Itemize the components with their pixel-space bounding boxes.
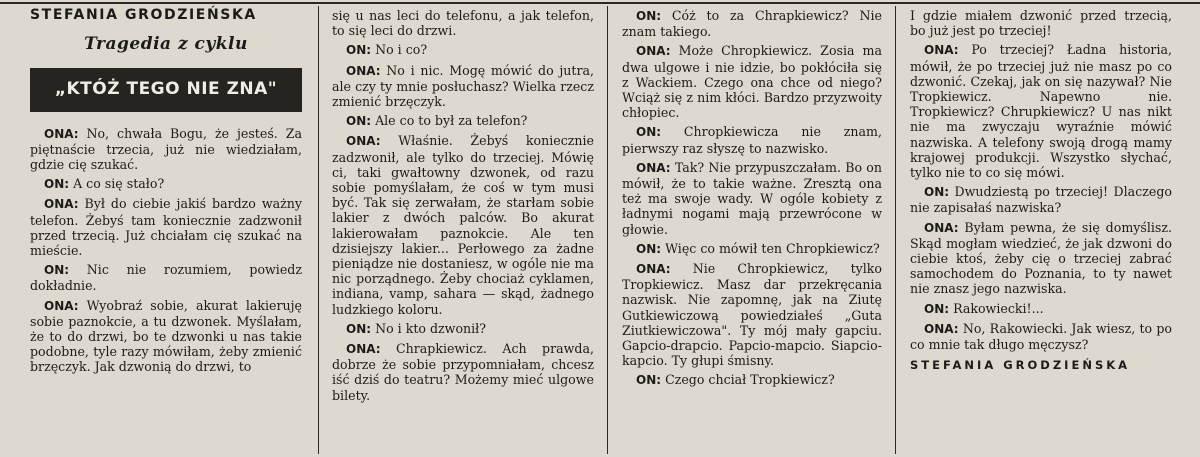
speaker-label: ONA:	[636, 262, 671, 277]
dialogue-line	[910, 42, 1172, 180]
speaker-label: ONA:	[346, 134, 381, 149]
dialogue-text: Chrapkiewicz. Ach prawda, dobrze że sobie przypomniałam, chcesz iść dziś do teatru? Możemy mieć ulgowe bilety.	[332, 341, 594, 403]
speaker-label: ON:	[636, 241, 662, 256]
dialogue-line	[910, 301, 1172, 317]
dialogue-text: Rakowiecki!...	[953, 300, 1044, 316]
speaker-label: ONA:	[924, 43, 959, 58]
dialogue-text: No i co?	[375, 42, 428, 58]
dialogue-column-4	[910, 8, 1172, 352]
speaker-label: ON:	[636, 9, 662, 23]
speaker-label: ON:	[44, 177, 70, 192]
dialogue-line	[30, 298, 302, 375]
dialogue-column-3	[622, 8, 882, 389]
dialogue-text: No i kto dzwonił?	[375, 320, 487, 336]
dialogue-line	[30, 262, 302, 293]
dialogue-line	[332, 63, 594, 110]
dialogue-text: No i nic. Mogę mówić do jutra, ale czy ty mnie posłuchasz? Wielka rzecz zmienić brzęczyk.	[332, 62, 594, 110]
dialogue-line	[30, 196, 302, 258]
dialogue-text: Po trzeciej? Ładna historia, mówił, że po trzeciej już nie masz po co dzwonić. Czekaj, jak on się nazywał? Nie Tropkiewicz. Napewno nie. Tropkiewicz? Chrupkiewicz? U nas nikt nie ma zwyczaju wyraźnie mówić nazwiska. A telefony swoją drogą mamy krajowej produkcji. Wszystko słychać, tylko nie to co się mówi.	[910, 42, 1172, 181]
dialogue-text: Chropkiewicza nie znam, pierwszy raz słyszę to nazwisko.	[622, 124, 882, 156]
dialogue-line	[332, 341, 594, 403]
dialogue-line	[622, 8, 882, 39]
dialogue-line	[622, 160, 882, 237]
dialogue-text: Nic nie rozumiem, powiedz dokładnie.	[30, 262, 302, 294]
dialogue-text: I gdzie miałem dzwonić przed trzecią, bo już jest po trzeciej!	[910, 8, 1172, 39]
dialogue-text: Wyobraź sobie, akurat lakieruję sobie paznokcie, a tu dzwonek. Myślałam, że to do drzwi, bo te dzwonki u nas takie podobne, tyle razy mówiłam, żeby zmienić brzęczyk. Jak dzwonią do drzwi, to	[30, 297, 302, 375]
dialogue-text: Byłam pewna, że się domyślisz. Skąd mogłam wiedzieć, że jak dzwoni do ciebie ktoś, żeby cię o trzeciej zabrać samochodem do Poznania, to ty nawet nie znasz jego nazwiska.	[910, 219, 1172, 297]
column-divider	[607, 6, 608, 454]
dialogue-line	[332, 133, 594, 316]
dialogue-line	[910, 184, 1172, 215]
speaker-label: ON:	[44, 263, 70, 278]
dialogue-text: No, Rakowiecki. Jak wiesz, to po co mnie tak długo męczysz?	[910, 320, 1172, 353]
speaker-label: ONA:	[346, 342, 381, 357]
signature: STEFANIA GRODZIEŃSKA	[910, 358, 1131, 373]
dialogue-line	[622, 43, 882, 120]
dialogue-line	[622, 124, 882, 155]
subtitle: Tragedia z cyklu	[84, 34, 248, 55]
dialogue-line	[332, 8, 594, 38]
speaker-label: ON:	[346, 114, 372, 129]
speaker-label: ON:	[636, 373, 662, 388]
speaker-label: ON:	[346, 321, 372, 336]
dialogue-text: Czego chciał Tropkiewicz?	[665, 372, 835, 388]
column-2	[332, 8, 594, 407]
dialogue-text: Ale co to był za telefon?	[375, 113, 528, 129]
dialogue-text: Tak? Nie przypuszczałam. Bo on mówił, że to takie ważne. Zresztą ona też ma swoje wady. W ogóle kobiety z ładnymi nogami mają przewrócone w głowie.	[622, 159, 882, 237]
speaker-label: ONA:	[44, 197, 79, 212]
speaker-label: ON:	[924, 301, 950, 316]
dialogue-column-2	[332, 8, 594, 403]
top-rule	[0, 2, 1200, 4]
dialogue-line	[30, 176, 302, 192]
dialogue-line	[622, 241, 882, 257]
dialogue-line	[332, 42, 594, 58]
column-1	[30, 8, 302, 379]
dialogue-text: A co się stało?	[73, 176, 165, 192]
speaker-label: ON:	[924, 185, 950, 200]
dialogue-text: Może Chropkiewicz. Zosia ma dwa ulgowe i nie idzie, bo pokłóciła się z Wackiem. Czego ona chce od niego? Wciąż się z nim kłóci. Bardzo przyzwoity chłopiec.	[622, 43, 882, 121]
dialogue-text: Dwudziestą po trzeciej! Dlaczego nie zapisałaś nazwiska?	[910, 184, 1172, 216]
column-divider	[895, 6, 896, 454]
dialogue-text: Więc co mówił ten Chropkiewicz?	[665, 240, 880, 256]
dialogue-line	[622, 261, 882, 368]
speaker-label: ONA:	[636, 160, 671, 175]
speaker-label: ON:	[346, 43, 372, 58]
dialogue-text: Właśnie. Żebyś koniecznie zadzwonił, ale tylko do trzeciej. Mówię ci, taki gwałtowny dzwonek, od razu sobie pomyślałam, że coś w tym musi być. Tak się zerwałam, że starłam sobie lakier z dwóch palców. Bo akurat lakierowałam paznokcie. Ale ten dzisiejszy lakier... Perłowego za żadne pieniądze nie dostaniesz, w ogóle nie ma nic porządnego. Żeby chociaż cyklamen, indiana, vamp, sahara — skąd, żadnego ludzkiego koloru.	[332, 133, 594, 317]
author-name: STEFANIA GRODZIEŃSKA	[30, 7, 257, 23]
speaker-label: ONA:	[636, 44, 671, 59]
dialogue-line	[332, 113, 594, 129]
dialogue-text: No, chwała Bogu, że jesteś. Za piętnaście trzecia, już nie wiedziałam, gdzie cię szukać.	[30, 125, 302, 173]
dialogue-text: Był do ciebie jakiś bardzo ważny telefon. Żebyś tam koniecznie zadzwonił przed trzecią. Już chciałam cię szukać na mieście.	[30, 196, 302, 259]
dialogue-text: Cóż to za Chrapkiewicz? Nie znam takiego.	[622, 8, 882, 40]
speaker-label: ONA:	[924, 220, 959, 235]
dialogue-line	[910, 220, 1172, 297]
dialogue-text: Nie Chropkiewicz, tylko Tropkiewicz. Masz dar przekręcania nazwisk. Nie zapomnę, jak na Ziutę Gutkiewiczową powiedziałeś „Guta Ziutkiewiczowa". Ty mój mały gapciu. Gapcio-drapcio. Papcio-mapcio. Siapcio-kapcio. Ty głupi śmisny.	[622, 261, 882, 369]
speaker-label: ONA:	[346, 63, 381, 78]
speaker-label: ON:	[636, 125, 662, 140]
column-3	[622, 8, 882, 393]
dialogue-line	[30, 126, 302, 173]
dialogue-line	[910, 8, 1172, 38]
article-title: „KTÓŻ TEGO NIE ZNA"	[30, 68, 302, 111]
dialogue-column-1	[30, 126, 302, 375]
speaker-label: ONA:	[924, 321, 959, 336]
speaker-label: ONA:	[44, 298, 79, 313]
dialogue-text: się u nas leci do telefonu, a jak telefon, to się leci do drzwi.	[332, 8, 594, 39]
column-4	[910, 8, 1172, 373]
speaker-label: ONA:	[44, 126, 79, 141]
dialogue-line	[910, 321, 1172, 352]
column-divider	[318, 6, 319, 454]
dialogue-line	[332, 321, 594, 337]
dialogue-line	[622, 372, 882, 388]
